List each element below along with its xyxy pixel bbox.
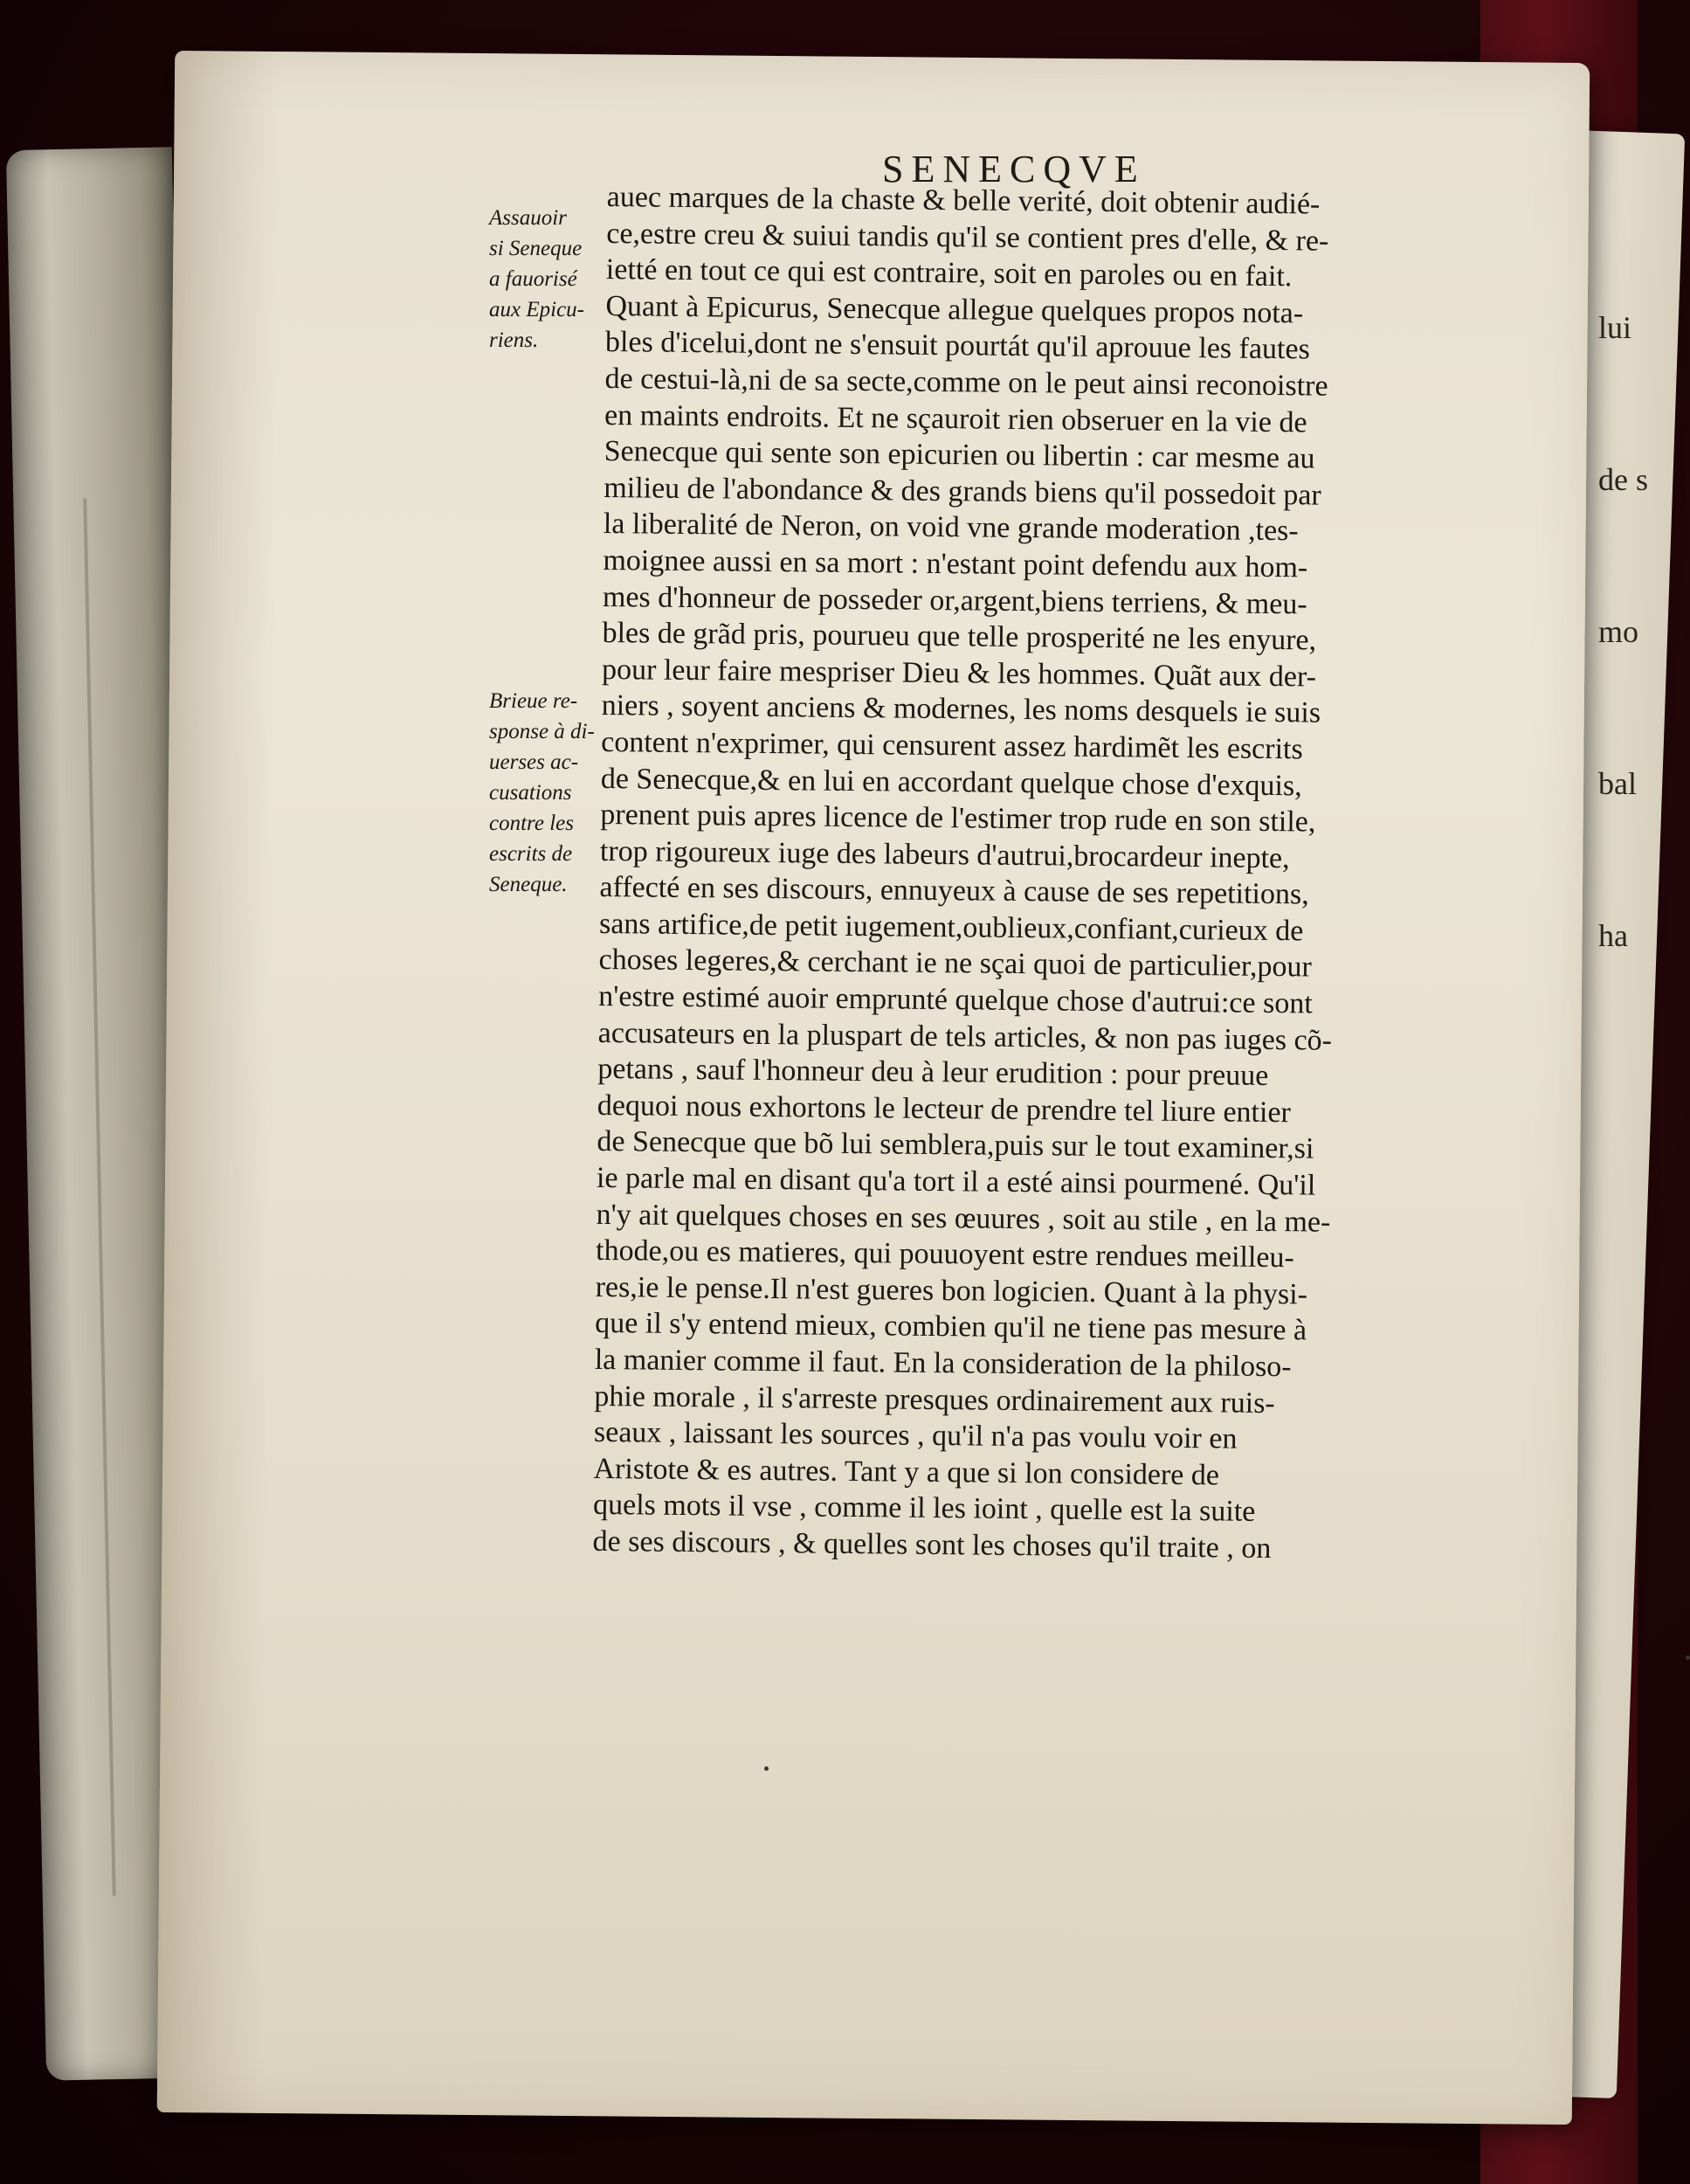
note-line: escrits de [489, 842, 573, 866]
text-line: bles de grãd pris, pourueu que telle prosperité ne les enyure, [602, 617, 1317, 657]
body-text [592, 179, 1445, 1569]
text-line: choses legeres,& cerchant ie ne sçai quoi de particulier,pour [598, 943, 1312, 984]
note-line: Brieue re- [489, 689, 578, 713]
text-line: de cestui-là,ni de sa secte,comme on le peut ainsi reconoistre [604, 362, 1328, 403]
page-gutter-shadow [157, 51, 280, 2113]
note-line: contre les [489, 812, 574, 835]
text-line: Aristote & es autres. Tant y a que si lon considere de [593, 1452, 1220, 1492]
text-line: petans , sauf l'honneur deu à leur erudition : pour preuue [597, 1053, 1269, 1093]
text-line: ietté en tout ce qui est contraire, soit en paroles ou en fait. [605, 253, 1293, 294]
text-line: milieu de l'abondance & des grands biens qu'il possedoit par [604, 471, 1321, 512]
text-line: mes d'honneur de posseder or,argent,biens terriens, & meu- [602, 580, 1307, 620]
facing-fragment: lui [1598, 310, 1632, 345]
text-line: n'estre estimé auoir emprunté quelque chose d'autrui:ce sont [598, 980, 1313, 1020]
note-line: aux Epicu- [489, 298, 584, 321]
note-line: uerses ac- [489, 750, 579, 774]
text-line: Quant à Epicurus, Senecque allegue quelques propos nota- [605, 289, 1304, 330]
text-line: moignee aussi en sa mort : n'estant point defendu aux hom- [603, 543, 1308, 584]
text-line: bles d'icelui,dont ne s'ensuit pourtát qu'il aprouue les fautes [604, 326, 1311, 366]
facing-fragment: bal [1598, 766, 1637, 801]
text-line: niers , soyent anciens & modernes, les noms desquels ie suis [601, 689, 1321, 729]
text-line: res,ie le pense.Il n'est gueres bon logicien. Quant à la physi- [595, 1270, 1308, 1311]
note-line: sponse à di- [489, 720, 595, 743]
text-line: quels mots il vse , comme il les ioint , quelle est la suite [592, 1489, 1256, 1529]
paper-speck [1686, 1655, 1690, 1660]
text-line: affecté en ses discours, ennuyeux à cause de ses repetitions, [599, 871, 1309, 911]
text-line: la manier comme il faut. En la consideration de la philoso- [594, 1343, 1292, 1384]
paper-speck [764, 1766, 769, 1771]
text-line: ie parle mal en disant qu'a tort il a esté ainsi pourmené. Qu'il [596, 1161, 1316, 1202]
text-line: Senecque qui sente son epicurien ou libertin : car mesme au [604, 435, 1315, 475]
text-line: ce,estre creu & suiui tandis qu'il se contient pres d'elle, & re- [606, 217, 1329, 258]
note-line: a fauorisé [489, 267, 577, 291]
text-line: en maints endroits. Et ne sçauroit rien obseruer en la vie de [604, 398, 1307, 439]
text-line: que il s'y entend mieux, combien qu'il ne tiene pas mesure à [595, 1307, 1307, 1347]
running-head: SENECQVE [882, 148, 1146, 190]
text-line: sans artifice,de petit iugement,oublieux,confiant,curieux de [598, 907, 1304, 948]
text-line: prenent puis apres licence de l'estimer trop rude en son stile, [600, 798, 1316, 839]
facing-fragment: de s [1598, 462, 1648, 497]
text-line: content n'exprimer, qui censurent assez hardimẽt les escrits [601, 725, 1303, 766]
text-line: phie morale , il s'arreste presques ordinairement aux ruis- [594, 1379, 1275, 1420]
facing-fragment: ha [1598, 918, 1628, 953]
text-line: seaux , laissant les sources , qu'il n'a pas voulu voir en [593, 1416, 1238, 1455]
text-line: n'y ait quelques choses en ses œuures , soit au stile , en la me- [596, 1198, 1331, 1239]
text-line: de ses discours , & quelles sont les choses qu'il traite , on [592, 1524, 1272, 1565]
marginal-note-epicurus [489, 203, 620, 356]
note-line: riens. [489, 328, 539, 352]
text-line: auec marques de la chaste & belle verité, doit obtenir audié- [606, 180, 1321, 221]
text-line: de Senecque,& en lui en accordant quelque chose d'exquis, [600, 762, 1302, 802]
binding-crease [83, 498, 116, 1896]
note-line: Seneque. [489, 873, 568, 896]
note-line: Assauoir [489, 206, 567, 230]
facing-fragment: mo [1598, 614, 1639, 649]
facing-page-text [1598, 201, 1651, 1012]
text-line: accusateurs en la pluspart de tels articles, & non pas iuges cõ- [597, 1016, 1333, 1057]
text-line: pour leur faire mespriser Dieu & les hommes. Quãt aux der- [601, 653, 1317, 694]
text-line: de Senecque que bõ lui semblera,puis sur le tout examiner,si [597, 1125, 1314, 1165]
text-line: trop rigoureux iuge des labeurs d'autrui,brocardeur inepte, [599, 834, 1290, 874]
note-line: si Seneque [489, 237, 583, 260]
note-line: cusations [489, 781, 572, 805]
text-line: thode,ou es matieres, qui pouuoyent estre rendues meilleu- [595, 1234, 1295, 1275]
text-line: la liberalité de Neron, on void vne grande moderation ,tes- [603, 508, 1299, 548]
text-line: dequoi nous exhortons le lecteur de prendre tel liure entier [597, 1089, 1292, 1130]
